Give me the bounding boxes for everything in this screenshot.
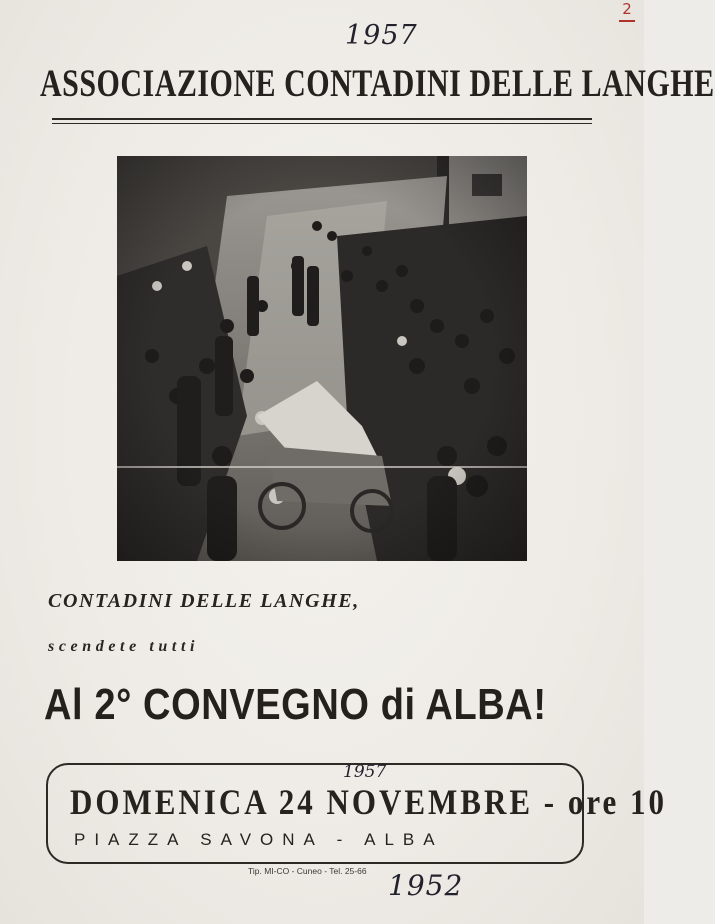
event-location: PIAZZA SAVONA - ALBA xyxy=(74,830,444,849)
page-number-mark: 2 xyxy=(618,0,636,22)
printer-credit: Tip. MI-CO - Cuneo - Tel. 25-66 xyxy=(248,866,367,876)
farmers-address-line: CONTADINI DELLE LANGHE, xyxy=(48,590,360,612)
crowd-photo-image xyxy=(117,156,527,561)
handwritten-year-top: 1957 xyxy=(345,20,418,51)
association-title: ASSOCIAZIONE CONTADINI DELLE LANGHE xyxy=(40,62,715,105)
event-date-time: DOMENICA 24 NOVEMBRE - ore 10 xyxy=(70,782,668,823)
crowd-photo xyxy=(117,156,527,561)
title-rule-thick xyxy=(52,118,592,120)
title-rule-thin xyxy=(52,123,592,124)
convention-headline: Al 2° CONVEGNO di ALBA! xyxy=(44,681,547,730)
call-to-descend-line: scendete tutti xyxy=(48,638,200,655)
handwritten-year-bottom: 1952 xyxy=(388,869,464,902)
handwritten-year-middle: 1957 xyxy=(343,762,387,782)
